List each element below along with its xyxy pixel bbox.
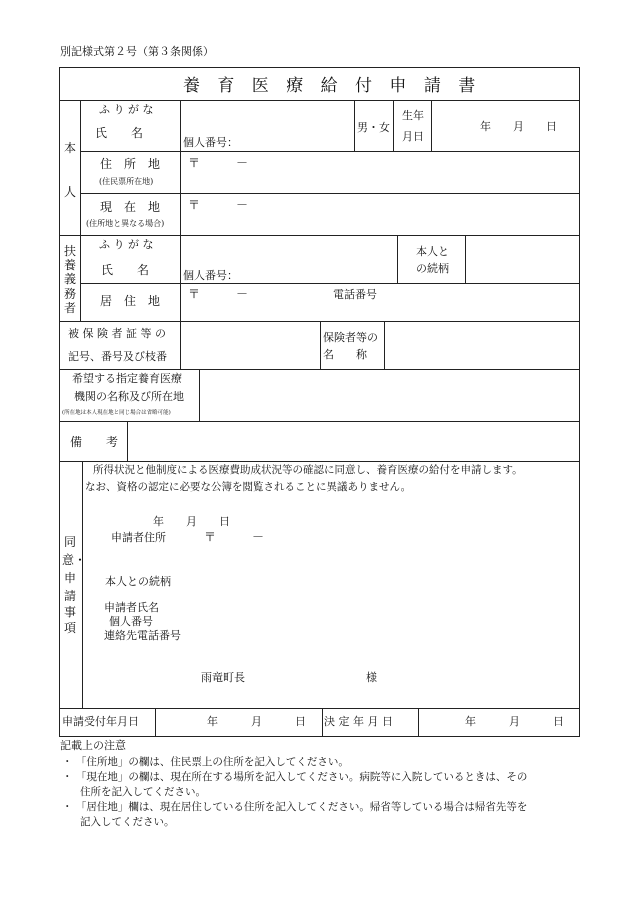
fuyou-residence-label: 居 住 地 bbox=[100, 294, 161, 308]
mayor-addressee: 雨竜町長 bbox=[201, 671, 245, 684]
honnin-address-zip[interactable]: 〒 － bbox=[188, 156, 249, 170]
consent-side-2: 意・ bbox=[62, 553, 87, 567]
applicant-name-label: 申請者氏名 bbox=[104, 601, 159, 614]
honnin-name-label: 氏 名 bbox=[95, 126, 144, 140]
fuyou-phone-label: 電話番号 bbox=[333, 288, 377, 301]
honnin-birth-label-1: 生年 bbox=[402, 109, 424, 122]
applicant-address-label: 申請者住所 bbox=[111, 531, 166, 544]
applicant-kojin-bango-label: 個人番号 bbox=[109, 615, 153, 628]
consent-side-4: 請 bbox=[64, 589, 77, 603]
fuyou-side-3: 義 bbox=[64, 272, 77, 286]
remarks-label: 備 考 bbox=[70, 435, 119, 449]
note-item-3-cont: 記入してください。 bbox=[80, 816, 175, 828]
fuyou-name-label: 氏 名 bbox=[101, 263, 150, 277]
consent-side-5: 事 bbox=[64, 605, 77, 619]
honnin-current-label: 現 在 地 bbox=[100, 200, 161, 214]
honnin-kojin-bango-label: 個人番号： bbox=[183, 136, 238, 149]
honnin-side-1: 本 bbox=[64, 141, 77, 155]
applicant-phone-label: 連絡先電話番号 bbox=[104, 629, 181, 642]
receipt-date-label: 申請受付年月日 bbox=[62, 715, 139, 728]
honnin-sex-field[interactable]: 男・女 bbox=[357, 121, 390, 134]
honnin-current-note: (住所地と異なる場合) bbox=[86, 219, 165, 228]
note-item-2: ・ 「現在地」の欄は、現在所在する場所を記入してください。病院等に入院しているときは、その bbox=[62, 771, 528, 783]
consent-side-3: 申 bbox=[64, 571, 77, 585]
institution-label-2: 機関の名称及び所在地 bbox=[74, 390, 184, 403]
consent-text-2: なお、資格の認定に必要な公簿を閲覧されることに異議ありません。 bbox=[85, 481, 412, 493]
note-item-3: ・ 「居住地」欄は、現在居住している住所を記入してください。帰省等している場合は帰省先等を bbox=[62, 801, 528, 813]
fuyou-relation-label-1: 本人と bbox=[416, 245, 449, 258]
insurance-number-label-1: 被 保 険 者 証 等 の bbox=[68, 327, 166, 340]
receipt-date-field[interactable]: 年 月 日 bbox=[207, 715, 306, 728]
fuyou-side-2: 養 bbox=[64, 258, 77, 272]
form-title: 養 育 医 療 給 付 申 請 書 bbox=[183, 76, 482, 96]
honnin-furigana-label: ふ り が な bbox=[99, 103, 154, 116]
form-number: 別記様式第２号（第３条関係） bbox=[60, 45, 214, 58]
consent-side-6: 項 bbox=[64, 621, 77, 635]
honnin-birth-date-field[interactable]: 年 月 日 bbox=[480, 120, 557, 133]
notes-heading: 記載上の注意 bbox=[60, 739, 126, 752]
decision-date-field[interactable]: 年 月 日 bbox=[465, 715, 564, 728]
fuyou-furigana-label: ふ り が な bbox=[99, 238, 154, 251]
note-item-2-cont: 住所を記入してください。 bbox=[80, 786, 206, 798]
fuyou-side-4: 務 bbox=[64, 287, 77, 301]
mayor-honorific: 様 bbox=[366, 671, 377, 684]
consent-text-1: 所得状況と他制度による医療費助成状況等の確認に同意し、養育医療の給付を申請します。 bbox=[93, 464, 523, 476]
institution-label-1: 希望する指定養育医療 bbox=[72, 372, 182, 385]
decision-date-label: 決 定 年 月 日 bbox=[324, 715, 393, 728]
application-date-field[interactable]: 年 月 日 bbox=[153, 515, 230, 528]
applicant-address-zip[interactable]: 〒 － bbox=[204, 530, 265, 544]
honnin-address-label: 住 所 地 bbox=[100, 157, 161, 171]
note-item-1: ・ 「住所地」の欄は、住民票上の住所を記入してください。 bbox=[62, 756, 349, 768]
insurer-name-label-2: 名 称 bbox=[323, 348, 367, 361]
honnin-address-note: (住民票所在地) bbox=[99, 177, 154, 186]
fuyou-residence-zip[interactable]: 〒 － bbox=[188, 287, 249, 301]
institution-note: (所在地は本人現在地と同じ場合は省略可能) bbox=[62, 410, 171, 416]
fuyou-relation-label-2: の続柄 bbox=[416, 262, 449, 275]
honnin-current-zip[interactable]: 〒 － bbox=[188, 198, 249, 212]
honnin-side-2: 人 bbox=[64, 185, 77, 199]
insurance-number-label-2: 記号、番号及び枝番 bbox=[68, 350, 167, 363]
applicant-relation-label: 本人との続柄 bbox=[105, 575, 171, 588]
fuyou-kojin-bango-label: 個人番号： bbox=[183, 269, 238, 282]
honnin-birth-label-2: 月日 bbox=[402, 130, 424, 143]
fuyou-side-1: 扶 bbox=[64, 244, 77, 258]
insurer-name-label-1: 保険者等の bbox=[323, 331, 378, 344]
fuyou-side-5: 者 bbox=[64, 301, 77, 315]
consent-side-1: 同 bbox=[64, 535, 77, 549]
